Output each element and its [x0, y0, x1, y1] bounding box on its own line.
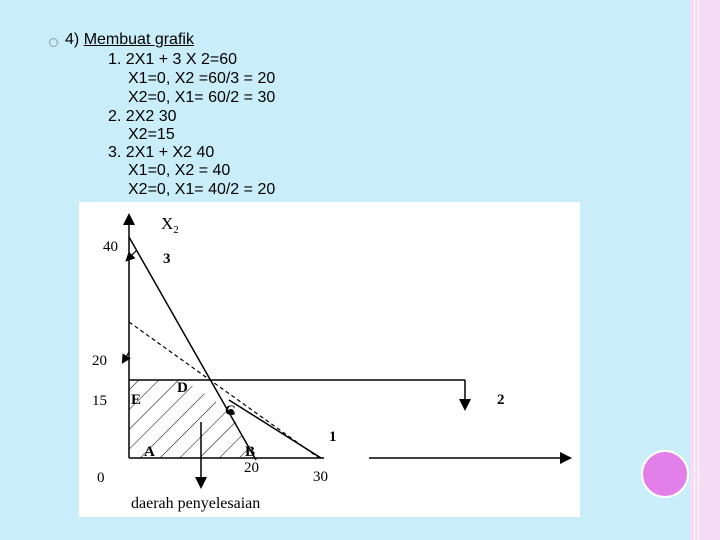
y-tick-label: 0	[97, 470, 105, 486]
point-label-a: A	[144, 444, 155, 460]
region-caption: daerah penyelesaian	[131, 495, 261, 512]
y-tick-label: 20	[92, 353, 107, 369]
point-label-e: E	[131, 392, 142, 408]
step-line: X1=0, X2 = 40	[128, 162, 231, 179]
heading-title: Membuat grafik	[83, 31, 194, 48]
step-line: X2=0, X1= 60/2 = 30	[128, 89, 276, 106]
x-tick-label: 20	[244, 460, 259, 476]
step-line: X2=0, X1= 40/2 = 20	[128, 181, 276, 198]
step-line: 1. 2X1 + 3 X 2=60	[108, 51, 237, 68]
line-label-3: 3	[163, 251, 171, 267]
point-label-c: C	[225, 403, 236, 419]
arrow-20	[123, 352, 129, 362]
line-label-1: 1	[329, 429, 337, 445]
point-label-b: B	[245, 444, 256, 460]
feasible-region-graph	[79, 202, 580, 517]
decorative-circle	[641, 450, 689, 498]
graph-svg	[79, 202, 580, 517]
y-axis-label: $X_2$	[161, 214, 179, 236]
line-label-2: 2	[497, 392, 505, 408]
y-tick-label: 40	[103, 239, 118, 255]
step-line: X2=15	[128, 126, 175, 143]
step-line: X1=0, X2 =60/3 = 20	[128, 70, 276, 87]
step-line: 2. 2X2 30	[108, 108, 177, 125]
steps-list	[0, 0, 720, 200]
heading-number: 4)	[65, 31, 80, 48]
step-line: 3. 2X1 + X2 40	[108, 144, 215, 161]
y-tick-label: 15	[92, 393, 107, 409]
point-label-d: D	[177, 380, 188, 396]
x-tick-label: 30	[313, 469, 328, 485]
